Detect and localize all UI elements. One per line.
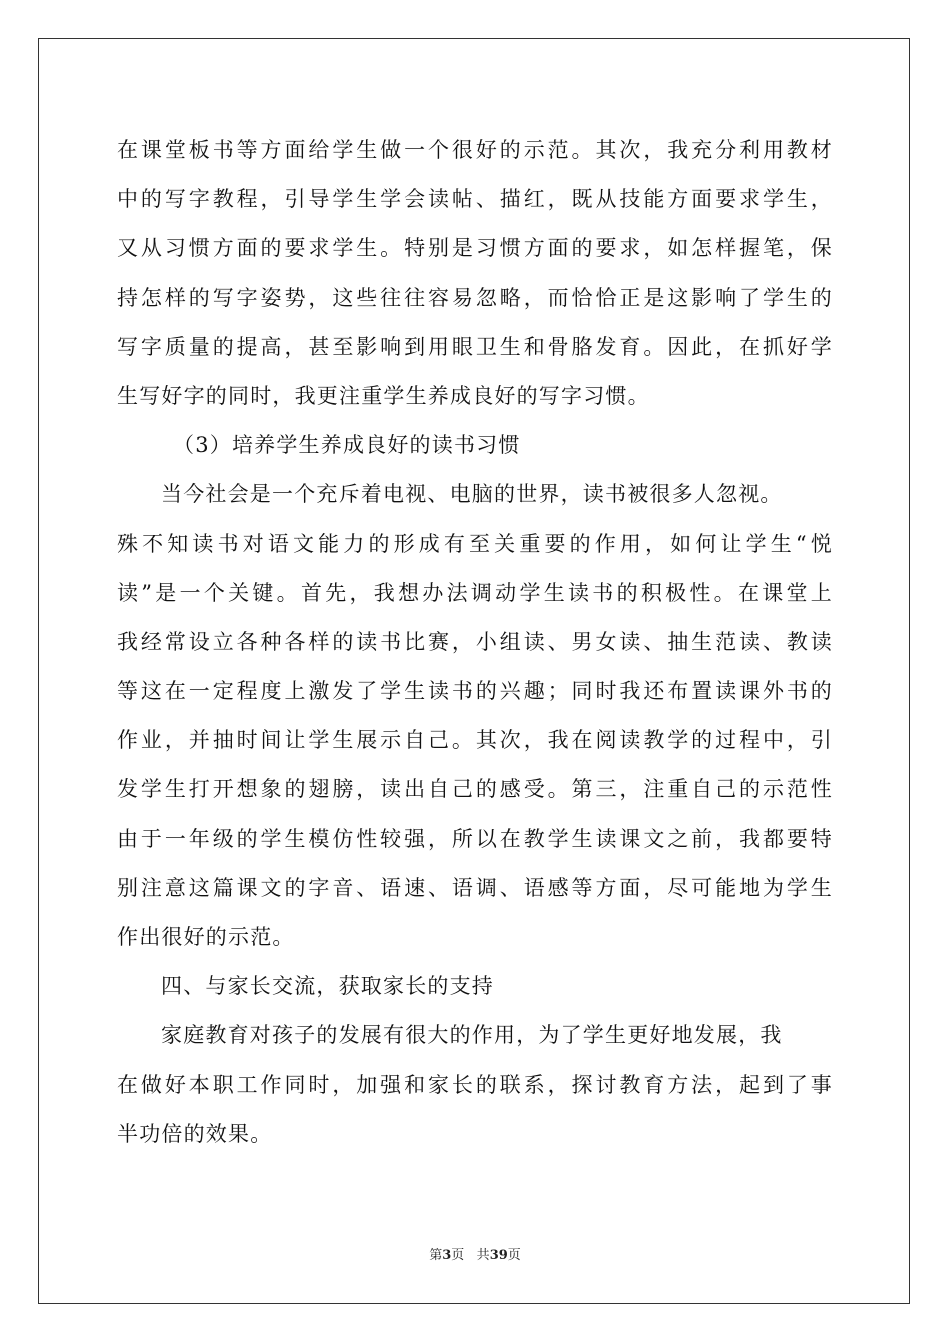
text-line: 写字质量的提高，甚至影响到用眼卫生和骨胳发育。因此，在抓好学 [117, 334, 833, 359]
text-line: 中的写字教程，引导学生学会读帖、描红，既从技能方面要求学生， [117, 187, 833, 212]
text-line: 四、与家长交流，获取家长的支持 [161, 974, 494, 999]
text-line: 又从习惯方面的要求学生。特别是习惯方面的要求，如怎样握笔，保 [117, 236, 833, 261]
document-body [117, 126, 833, 1159]
text-line: 持怎样的写字姿势，这些往往容易忽略，而恰恰正是这影响了学生的 [117, 285, 833, 310]
footer-total-suffix: 页 [507, 1248, 521, 1263]
text-line: 作业，并抽时间让学生展示自己。其次，我在阅读教学的过程中，引 [117, 728, 833, 753]
text-line: （3）培养学生养成良好的读书习惯 [173, 433, 521, 458]
footer-total-prefix: 共 [476, 1248, 490, 1263]
text-line: 别注意这篇课文的字音、语速、语调、语感等方面，尽可能地为学生 [117, 875, 833, 900]
text-line: 等这在一定程度上激发了学生读书的兴趣；同时我还布置读课外书的 [117, 679, 833, 704]
footer-prefix: 第 [429, 1248, 443, 1263]
text-line: 由于一年级的学生模仿性较强，所以在教学生读课文之前，我都要特 [117, 826, 833, 851]
text-line: 生写好字的同时，我更注重学生养成良好的写字习惯。 [117, 383, 650, 408]
text-line: 读”是一个关键。首先，我想办法调动学生读书的积极性。在课堂上 [117, 580, 833, 605]
text-line: 殊不知读书对语文能力的形成有至关重要的作用，如何让学生“悦 [117, 531, 833, 556]
text-line: 发学生打开想象的翅膀，读出自己的感受。第三，注重自己的示范性 [117, 777, 833, 802]
text-line: 我经常设立各种各样的读书比赛，小组读、男女读、抽生范读、教读 [117, 629, 833, 654]
text-line: 在课堂板书等方面给学生做一个很好的示范。其次，我充分利用教材 [117, 138, 833, 162]
page-footer [0, 1244, 950, 1263]
text-line: 当今社会是一个充斥着电视、电脑的世界，读书被很多人忽视。 [161, 482, 783, 507]
total-pages-number: 39 [489, 1248, 508, 1263]
text-line: 在做好本职工作同时，加强和家长的联系，探讨教育方法，起到了事 [117, 1072, 833, 1097]
text-line: 作出很好的示范。 [117, 925, 295, 949]
footer-page-suffix: 页 [451, 1248, 465, 1263]
text-line: 半功倍的效果。 [117, 1121, 273, 1146]
text-line: 家庭教育对孩子的发展有很大的作用，为了学生更好地发展，我 [161, 1023, 783, 1048]
current-page-number: 3 [442, 1248, 452, 1263]
